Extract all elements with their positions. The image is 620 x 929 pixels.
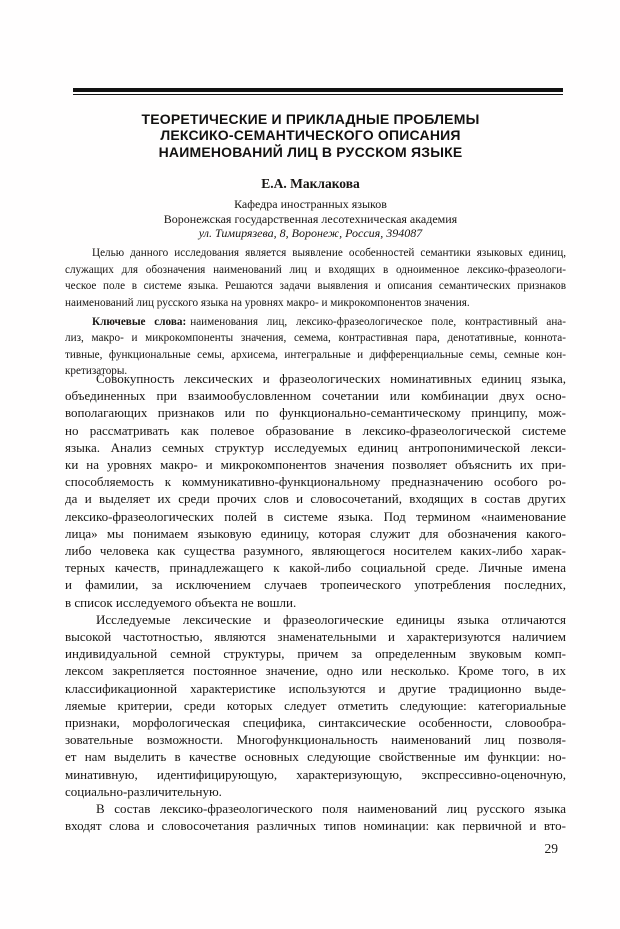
text-line: НАИМЕНОВАНИЙ ЛИЦ В РУССКОМ ЯЗЫКЕ [158, 143, 463, 160]
text-line: лица» мы понимаем языковую единицу, которая служит для обозначения какого- [65, 525, 566, 541]
text-line: терных качеств, принадлежащего к какой-либо социальной среде. Личные имена [65, 560, 566, 576]
text-line: лиз, макро- и микрокомпоненты значения, семема, контрастивная пара, денотативные, коннота- [65, 332, 566, 345]
text-line: служащих для обозначения наименований лиц и входящих в одноименное лексико-фразеологи- [65, 263, 566, 276]
text-line: зовательные возможности. Многофункциональность наименований лиц позволя- [65, 732, 566, 748]
text-line: ЛЕКСИКО-СЕМАНТИЧЕСКОГО ОПИСАНИЯ [160, 127, 461, 144]
keywords-label: Ключевые слова: [92, 316, 187, 328]
text-line: вополагающих признаков или по функционально-семантическому принципу, мож- [65, 405, 566, 421]
text-line: Совокупность лексических и фразеологических номинативных единиц языка, [96, 371, 566, 386]
text-line: социально-различительную. [65, 783, 222, 799]
text-line: да и выделяет их среди прочих слов и словосочетаний, входящих в состав других [65, 491, 566, 507]
text-line: входят слова и словосочетания различных типов номинации: как первичной и вто- [65, 818, 566, 834]
text-line: индивидуальной семной структуры, причем за определенным звуковым комп- [65, 646, 566, 662]
text-line: классификационной характеристике используются и другие традиционно выде- [65, 680, 566, 696]
header-double-rule [73, 88, 563, 95]
abstract-text [65, 245, 566, 312]
text-line: В состав лексико-фразеологического поля наименований лиц русского языка [96, 801, 566, 817]
text-line: ки на уровнях макро- и микрокомпонентов значения позволяет объяснить их при- [65, 457, 566, 473]
text-line: языка. Анализ семных структур исследуемых единиц антропонимической лекси- [65, 439, 566, 455]
body-paragraph-1 [65, 370, 566, 611]
text-line: в список исследуемого объекта не вошли. [65, 594, 297, 610]
text-line: ТЕОРЕТИЧЕСКИЕ И ПРИКЛАДНЫЕ ПРОБЛЕМЫ [141, 111, 480, 127]
text-line: ет нам выделить в качестве основных следующие свойственные им функции: но- [65, 749, 566, 765]
text-line: лексико-фразеологических полей в системе языка. Под термином «наименование [65, 508, 566, 524]
text-line: ляемые критерии, среди которых следует отметить следующие: категориальные [65, 697, 566, 713]
address-line: ул. Тимирязева, 8, Воронеж, Россия, 394087 [198, 226, 423, 241]
text-line: тивные, функциональные семы, архисема, интегральные и дифференциальные семы, семные кон- [65, 348, 566, 361]
body-paragraph-2 [65, 611, 566, 800]
text-line: либо человека как существа разумного, являющегося носителем каких-либо харак- [65, 543, 566, 559]
institution-line: Воронежская государственная лесотехническая академия [163, 211, 458, 226]
text-line: минативную, идентифицирующую, характеризующую, экспрессивно-оценочную, [65, 766, 566, 782]
article-title [60, 111, 561, 160]
department-line: Кафедра иностранных языков [234, 197, 387, 211]
text-line: Целью данного исследования является выявление особенностей семантики языковых единиц, [92, 247, 566, 259]
text-line: способляемость к коммуникативно-функциональному предназначению особого ро- [65, 474, 566, 490]
text-line: ческое поле в системе языка. Решаются задачи выявления и описания семантических признаков [65, 280, 566, 293]
text-line: Исследуемые лексические и фразеологические единицы языка отличаются [96, 611, 566, 627]
text-line: лексом закрепляется постоянное значение, одно или несколько. Кроме того, в их [65, 663, 566, 679]
text-line: признаки, морфологическая специфика, синтаксические особенности, словообра- [65, 715, 566, 731]
author-name: Е.А. Маклакова [261, 176, 360, 191]
body-paragraph-3 [65, 800, 566, 834]
text-line: объединенных при взаимообусловленном сочетании или комбинации двух осно- [65, 388, 566, 404]
affiliation-block [60, 197, 561, 241]
text-line: наименований лиц русского языка на уровнях макро- и микрокомпонентов значения. [65, 297, 470, 310]
text-line: кретизаторы. [65, 364, 128, 377]
keywords-first-line-text: наименования лиц, лексико-фразеологическое поле, контрастивный ана- [190, 316, 566, 328]
page-number: 29 [544, 841, 558, 856]
keywords-first-line [65, 314, 566, 330]
text-line: но рассматривать как полевое образование в лексико-фразеологической системе [65, 422, 566, 438]
article-body [65, 370, 566, 834]
text-line: высокой частотностью, являются знаменательными и характеризуются наличием [65, 629, 566, 645]
text-line: и фамилии, за исключением случаев тропеического употребления последних, [65, 577, 566, 593]
